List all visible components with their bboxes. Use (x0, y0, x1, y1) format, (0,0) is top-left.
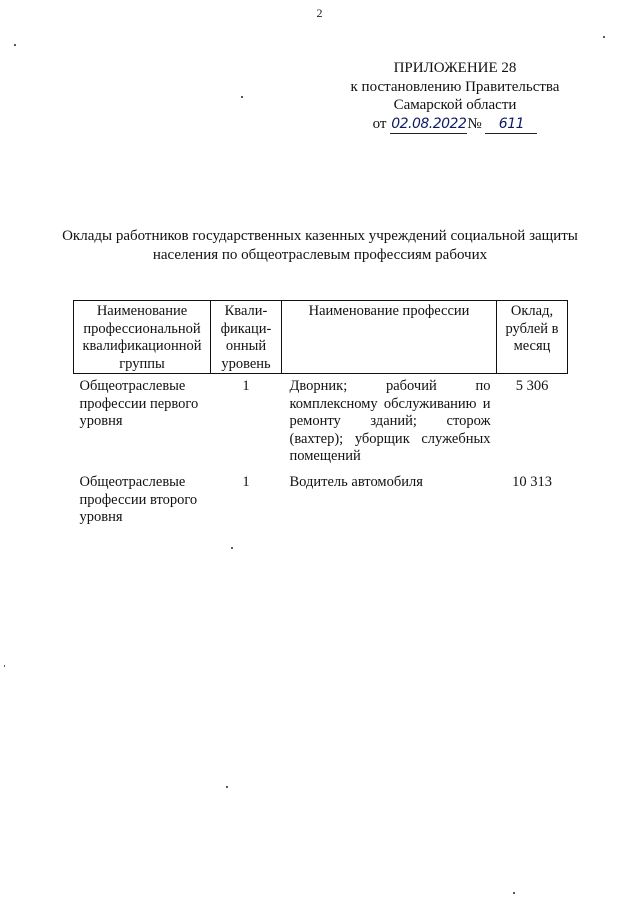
handwritten-date: 02.08.2022 (390, 115, 467, 135)
region-line: Самарской области (393, 97, 517, 113)
table-row (74, 374, 568, 471)
scan-speck (603, 36, 605, 38)
document-title: Оклады работников государственных казенных учреждений социальной защиты населения по общеотраслевым профессиям рабочих (62, 228, 578, 263)
number-sign: № (467, 115, 482, 132)
scan-speck (14, 44, 16, 46)
scan-speck (4, 665, 5, 667)
scan-speck (231, 547, 233, 549)
page-number: 2 (316, 6, 323, 20)
resolution-line: к постановлению Правительства (350, 78, 560, 95)
table-row (74, 470, 568, 534)
cell-group: Общеотраслевые профессии второго уровня (79, 474, 198, 525)
header-group: Наименование профессиональной квалификационной группы (74, 301, 211, 374)
cell-salary: 5 306 (515, 378, 549, 394)
header-salary: Оклад, рублей в месяц (497, 301, 568, 374)
cell-level: 1 (242, 474, 250, 490)
cell-profession: Дворник; рабочий по комплексному обслуживанию и ремонту зданий; сторож (вахтер); уборщик служебных помещений (289, 378, 491, 464)
cell-level: 1 (242, 378, 250, 394)
cell-salary: 10 313 (512, 474, 552, 490)
scan-speck (226, 786, 228, 788)
salary-table (73, 300, 568, 534)
cell-profession: Водитель автомобиля (289, 474, 423, 490)
approval-block (340, 59, 570, 134)
table-header-row (74, 301, 568, 374)
header-level: Квали-фикаци-онный уровень (211, 301, 282, 374)
date-prefix: от (372, 115, 387, 132)
scan-speck (513, 892, 515, 894)
handwritten-number: 611 (485, 115, 537, 135)
appendix-title: ПРИЛОЖЕНИЕ 28 (393, 60, 517, 76)
header-profession: Наименование профессии (282, 301, 497, 374)
cell-group: Общеотраслевые профессии первого уровня (79, 378, 199, 429)
resolution-date-line (340, 115, 570, 135)
scan-speck (241, 96, 243, 98)
